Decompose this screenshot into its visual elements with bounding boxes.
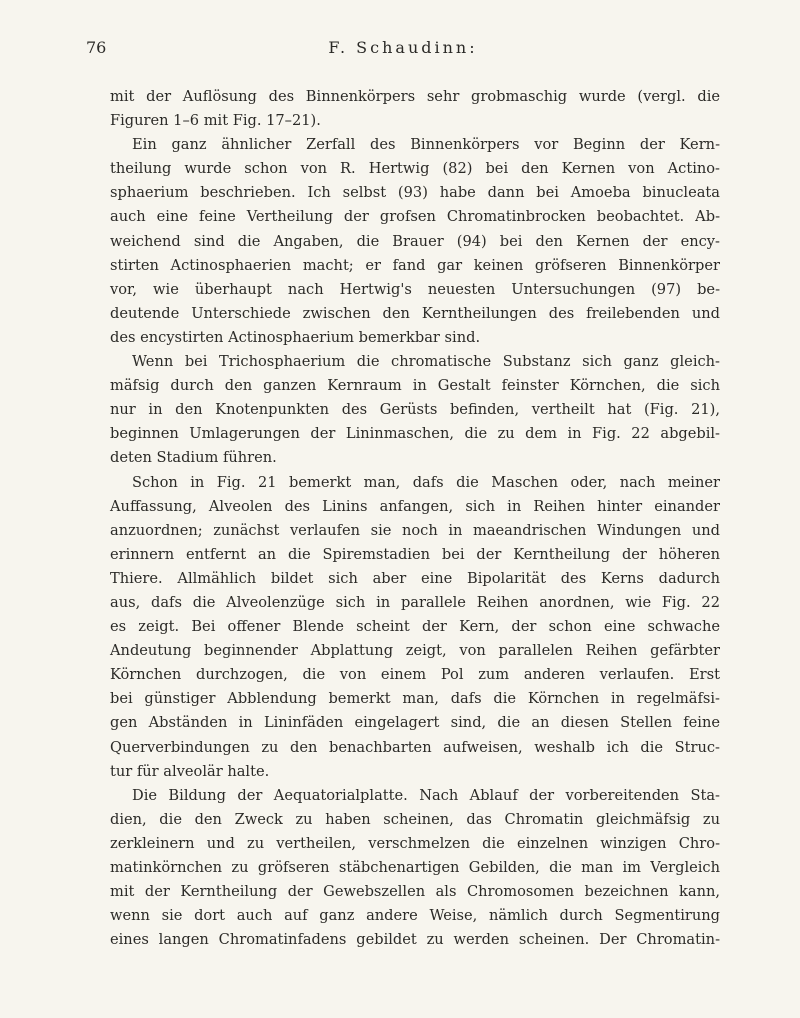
text-line: beginnen Umlagerungen der Lininmaschen, die zu dem in Fig. 22 abgebil- [110, 425, 720, 443]
text-line: nur in den Knotenpunkten des Gerüsts befinden, vertheilt hat (Fig. 21), [110, 401, 720, 419]
text-line: weichend sind die Angaben, die Brauer (94) bei den Kernen der ency- [110, 232, 720, 250]
text-line: aus, dafs die Alveolenzüge sich in parallele Reihen anordnen, wie Fig. 22 [110, 593, 720, 611]
text-line: es zeigt. Bei offener Blende scheint der Kern, der schon eine schwache [110, 618, 720, 636]
text-line: stirten Actinosphaerien macht; er fand gar keinen gröfseren Binnenkörper [110, 256, 720, 274]
running-head [86, 38, 720, 60]
text-line: sphaerium beschrieben. Ich selbst (93) habe dann bei Amoeba binucleata [110, 184, 720, 202]
text-line: bei günstiger Abblendung bemerkt man, dafs die Körnchen in regelmäfsi- [110, 690, 720, 708]
text-line: anzuordnen; zunächst verlaufen sie noch in maeandrischen Windungen und [110, 521, 720, 539]
text-line: matinkörnchen zu gröfseren stäbchenartigen Gebilden, die man im Vergleich [110, 859, 720, 876]
text-line: Querverbindungen zu den benachbarten aufweisen, weshalb ich die Struc- [110, 738, 720, 756]
text-line: mäfsig durch den ganzen Kernraum in Gestalt feinster Körnchen, die sich [110, 377, 720, 395]
text-line: deten Stadium führen. [110, 449, 277, 467]
text-line: mit der Kerntheilung der Gewebszellen als Chromosomen bezeichnen kann, [110, 883, 720, 901]
text-line: deutende Unterschiede zwischen den Kerntheilungen des freilebenden und [110, 304, 720, 322]
text-line: Ein ganz ähnlicher Zerfall des Binnenkörpers vor Beginn der Kern- [132, 136, 720, 154]
text-line: auch eine feine Vertheilung der grofsen Chromatinbrocken beobachtet. Ab- [110, 208, 720, 226]
text-line: Körnchen durchzogen, die von einem Pol zum anderen verlaufen. Erst [110, 666, 720, 684]
text-line: erinnern entfernt an die Spiremstadien bei der Kerntheilung der höheren [110, 545, 720, 563]
text-line: theilung wurde schon von R. Hertwig (82) bei den Kernen von Actino- [110, 160, 720, 178]
text-line: zerkleinern und zu vertheilen, verschmelzen die einzelnen winzigen Chro- [110, 834, 720, 852]
text-line: mit der Auflösung des Binnenkörpers sehr grobmaschig wurde (vergl. die [110, 88, 720, 105]
text-line: eines langen Chromatinfadens gebildet zu werden scheinen. Der Chromatin- [110, 931, 720, 949]
text-line: des encystirten Actinosphaerium bemerkbar sind. [110, 328, 481, 346]
text-line: Auffassung, Alveolen des Linins anfangen, sich in Reihen hinter einander [110, 497, 720, 515]
body-text [110, 85, 720, 952]
text-line: tur für alveolär halte. [110, 762, 270, 780]
text-line: Schon in Fig. 21 bemerkt man, dafs die Maschen oder, nach meiner [132, 473, 720, 491]
text-line: Andeutung beginnender Abplattung zeigt, von parallelen Reihen gefärbter [110, 642, 720, 660]
text-line: vor, wie überhaupt nach Hertwig's neuesten Untersuchungen (97) be- [110, 280, 720, 298]
text-line: Die Bildung der Aequatorialplatte. Nach Ablauf der vorbereitenden Sta- [132, 786, 720, 804]
text-line: Wenn bei Trichosphaerium die chromatische Substanz sich ganz gleich- [132, 353, 720, 371]
text-line: wenn sie dort auch auf ganz andere Weise, nämlich durch Segmentirung [110, 907, 720, 925]
text-line: Thiere. Allmählich bildet sich aber eine Bipolarität des Kerns dadurch [110, 569, 720, 587]
text-line: gen Abständen in Lininfäden eingelagert sind, die an diesen Stellen feine [110, 714, 720, 732]
text-line: Figuren 1–6 mit Fig. 17–21). [110, 112, 321, 130]
page-number: 76 [86, 38, 107, 57]
text-line: dien, die den Zweck zu haben scheinen, das Chromatin gleichmäfsig zu [110, 810, 720, 828]
running-title: F. Schaudinn: [328, 38, 478, 57]
